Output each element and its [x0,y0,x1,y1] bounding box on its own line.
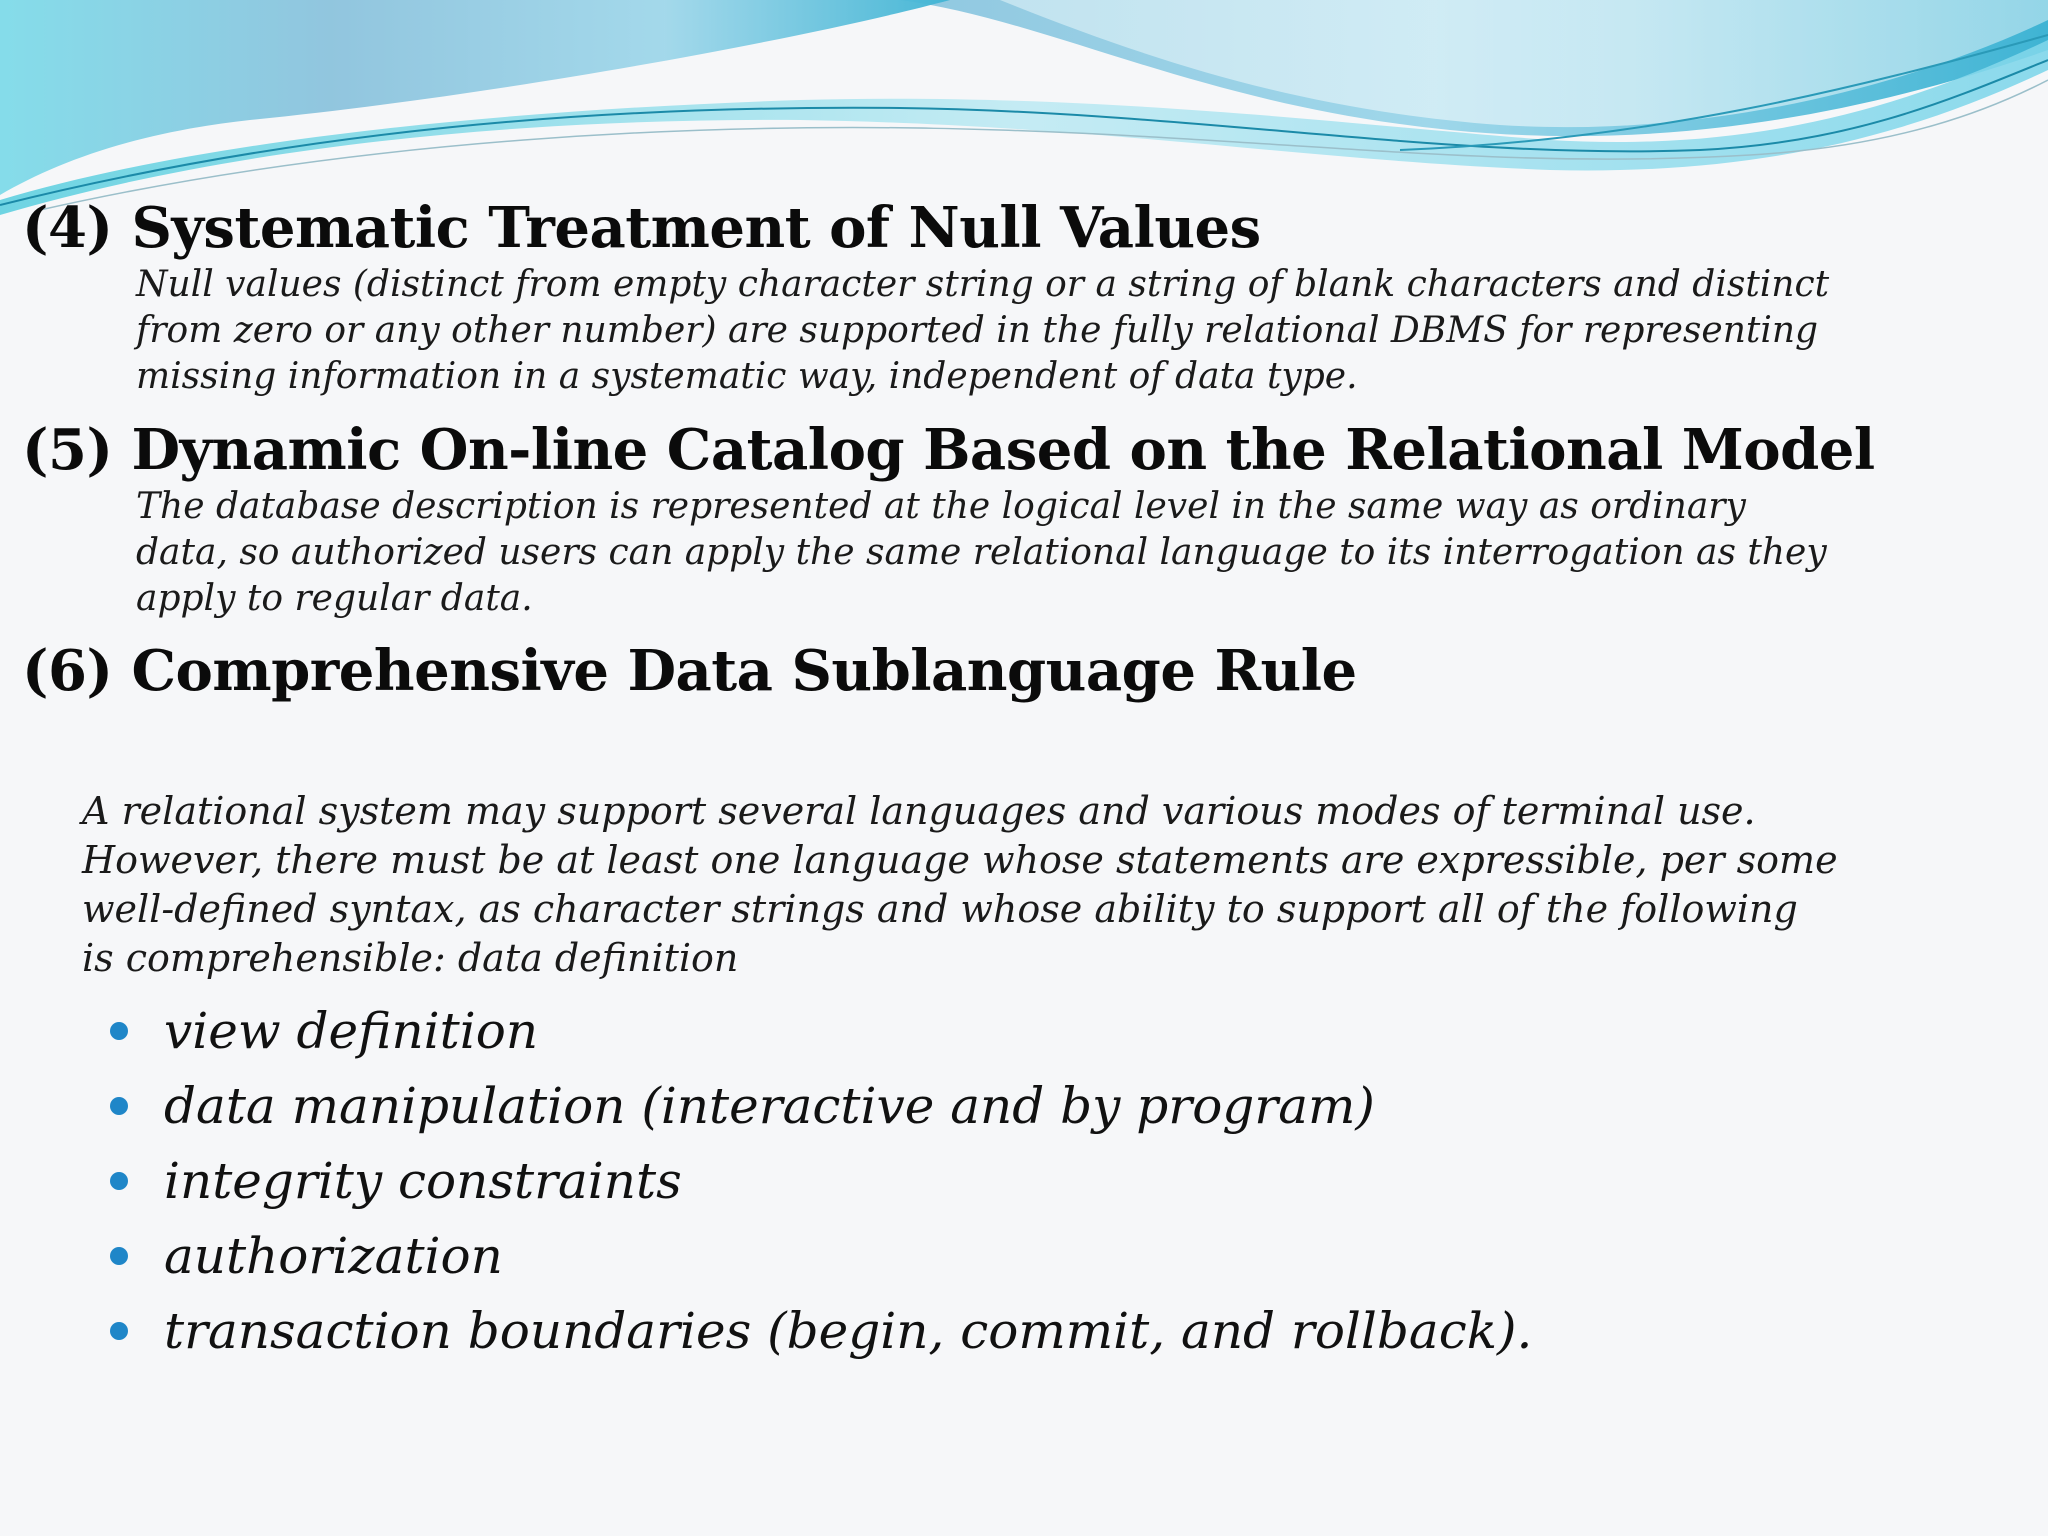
bullet-dot-icon [110,1022,128,1040]
bullet-text: transaction boundaries (begin, commit, and rollback). [164,1301,1533,1360]
bullet-item [110,1068,1532,1143]
bullet-dot-icon [110,1097,128,1115]
section-6-line-1: A relational system may support several languages and various modes of terminal use. [82,789,1756,833]
bullet-item [110,1143,1532,1218]
section-4-line-1: Null values (distinct from empty character string or a string of blank characters and distinct [136,264,1830,305]
bullet-item [110,1293,1532,1368]
section-4-description [136,262,1966,400]
section-6-bullet-list [110,993,1532,1368]
bullet-dot-icon [110,1172,128,1190]
section-5-line-2: data, so authorized users can apply the same relational language to its interrogation as they [136,532,1827,573]
section-6-line-4: is comprehensible: data definition [82,936,739,980]
bullet-dot-icon [110,1247,128,1265]
section-5-description [136,484,1966,622]
section-6-description [82,787,1838,983]
section-5-line-3: apply to regular data. [136,578,533,619]
section-4-heading: (4) Systematic Treatment of Null Values [22,195,1261,261]
section-6-heading: (6) Comprehensive Data Sublanguage Rule [22,638,1357,704]
section-4-line-3: missing information in a systematic way, independent of data type. [136,356,1358,397]
bullet-text: authorization [164,1226,503,1285]
section-4-line-2: from zero or any other number) are supported in the fully relational DBMS for representing [136,310,1819,351]
section-6-line-3: well-defined syntax, as character strings and whose ability to support all of the following [82,887,1798,931]
section-5-line-1: The database description is represented at the logical level in the same way as ordinary [136,486,1746,527]
section-6-line-2: However, there must be at least one language whose statements are expressible, per some [82,838,1838,882]
bullet-text: data manipulation (interactive and by program) [164,1076,1375,1135]
bullet-text: view definition [164,1001,539,1060]
section-5-heading: (5) Dynamic On-line Catalog Based on the Relational Model [22,417,1875,483]
bullet-dot-icon [110,1322,128,1340]
bullet-item [110,1218,1532,1293]
bullet-item [110,993,1532,1068]
bullet-text: integrity constraints [164,1151,682,1210]
